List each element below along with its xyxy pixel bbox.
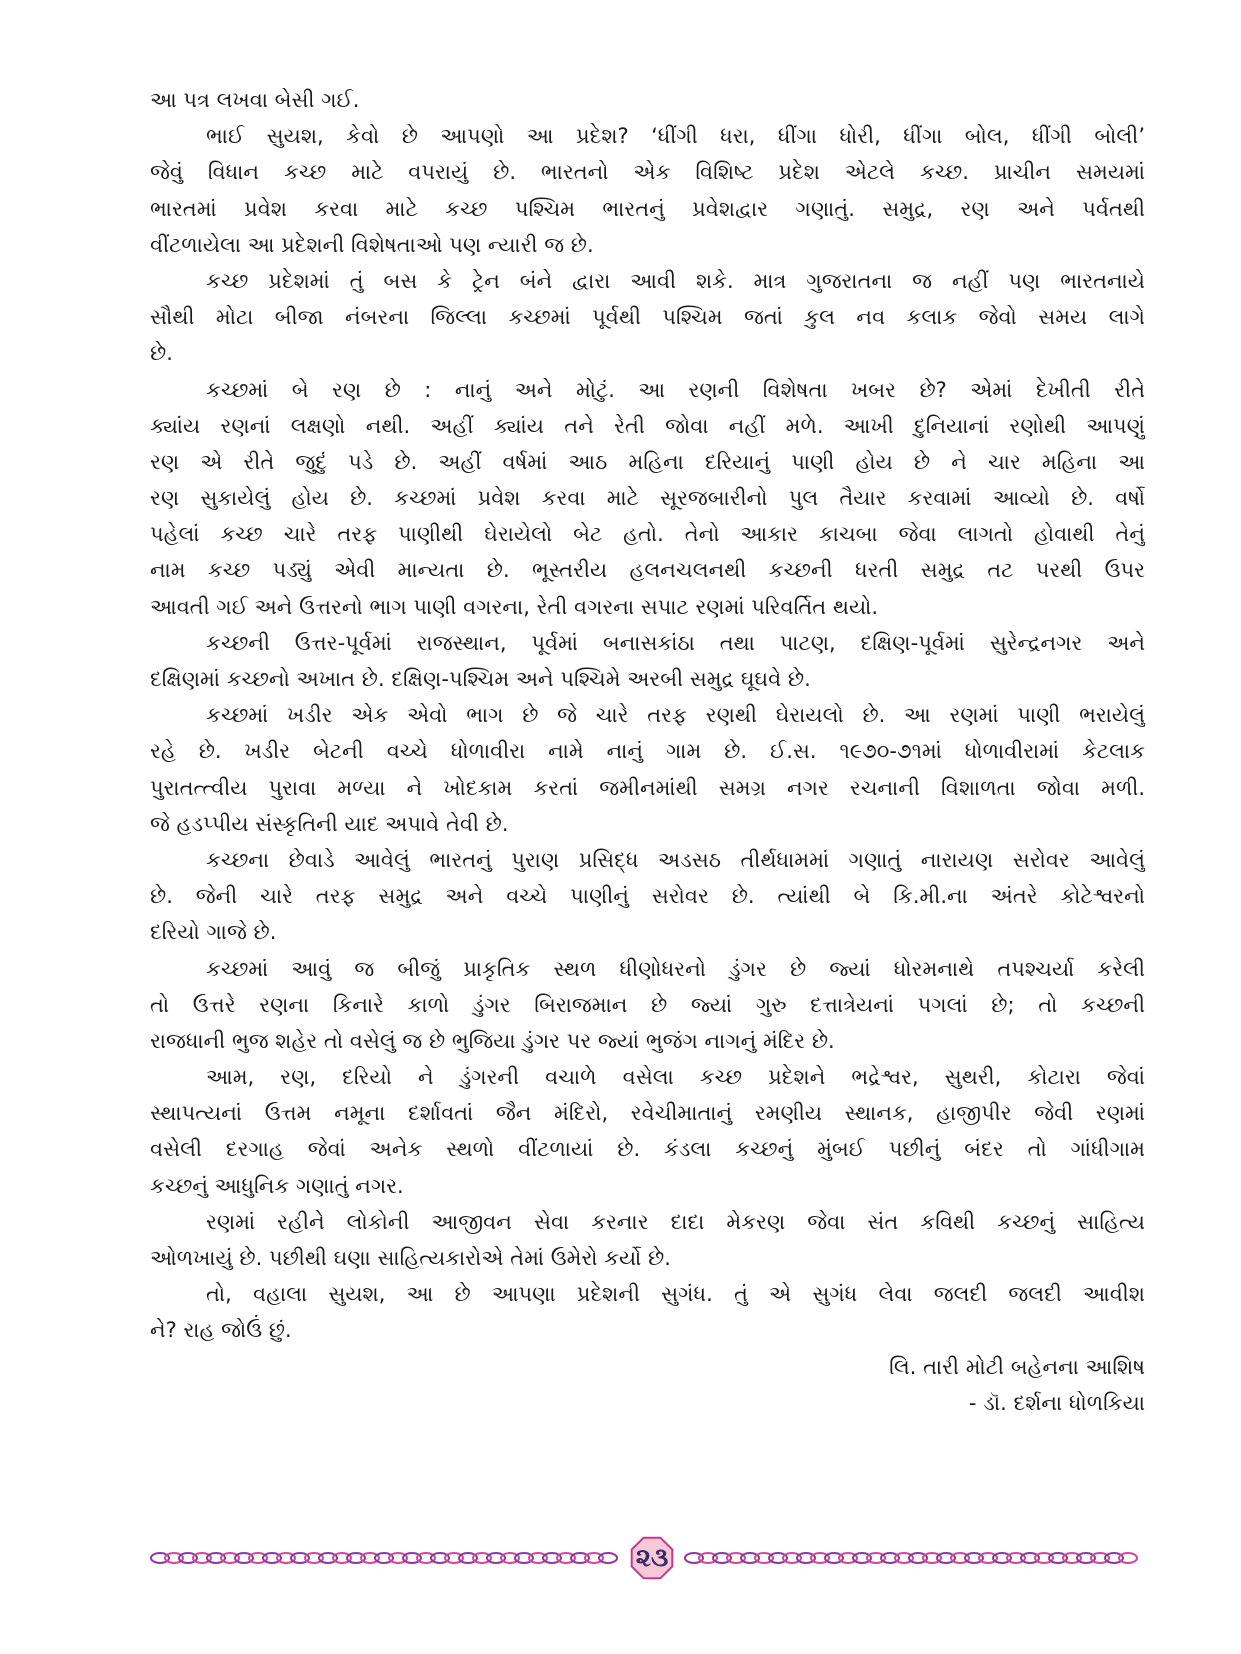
signature-line: લિ. તારી મોટી બહેનના આશિષ [889, 1354, 1145, 1379]
text-line: રાજધાની ભુજ શહેર તો વસેલું જ છે ભુજિયા ડુંગર પર જ્યાં ભુજંગ નાગનું મંદિર છે. [150, 1028, 835, 1053]
text-line: કચ્છનું આધુનિક ગણાતું નગર. [150, 1173, 404, 1198]
page-number: ૨૩ [635, 1543, 669, 1573]
text-line: ઓળખાયું છે. પછીથી ઘણા સાહિત્યકારોએ તેમાં ઉમેરો કર્યો છે. [150, 1246, 671, 1270]
paragraph-start-line: કચ્છમાં ખડીર એક એવો ભાગ છે જે ચારે તરફ રણથી ઘેરાયલો છે. આ રણમાં પાણી ભરાયેલું [206, 703, 1145, 728]
paragraph-start-line: આમ, રણ, દરિયો ને ડુંગરની વચાળે વસેલા કચ્છ પ્રદેશને ભદ્રેશ્વર, સુથરી, કોટારા જેવાં [206, 1065, 1145, 1090]
text-line: રણ એ રીતે જુદું પડે છે. અહીં વર્ષમાં આઠ મહિના દરિયાનું પાણી હોય છે ને ચાર મહિના આ [150, 449, 1145, 474]
text-line: છે. જેની ચારે તરફ સમુદ્ર અને વચ્ચે પાણીનું સરોવર છે. ત્યાંથી બે કિ.મી.ના અંતરે કોટેશ્વરનો [150, 884, 1145, 909]
paragraph-start-line: કચ્છની ઉત્તર-પૂર્વમાં રાજસ્થાન, પૂર્વમાં બનાસકાંઠા તથા પાટણ, દક્ષિણ-પૂર્વમાં સુરેન્દ્રનગર અને [206, 630, 1145, 655]
paragraph-start-line: કચ્છના છેવાડે આવેલું ભારતનું પુરાણ પ્રસિદ્ધ અડસઠ તીર્થધામમાં ગણાતું નારાયણ સરોવર આવેલું [206, 847, 1145, 872]
text-line: નામ કચ્છ પડ્યું એવી માન્યતા છે. ભૂસ્તરીય હલનચલનથી કચ્છની ધરતી સમુદ્ર તટ પરથી ઉપર [150, 558, 1145, 583]
text-line: આવતી ગઈ અને ઉત્તરનો ભાગ પાણી વગરના, રેતી વગરના સપાટ રણમાં પરિવર્તિત થયો. [150, 594, 879, 619]
text-line: તો ઉત્તરે રણના કિનારે કાળો ડુંગર બિરાજમાન છે જ્યાં ગુરુ દત્તાત્રેયનાં પગલાં છે; તો કચ્છની [150, 992, 1145, 1017]
author-name: - ડૉ. દર્શના ધોળકિયા [968, 1390, 1145, 1415]
text-line: સૌથી મોટા બીજા નંબરના જિલ્લા કચ્છમાં પૂર્વથી પશ્ચિમ જતાં કુલ નવ કલાક જેવો સમય લાગે [150, 305, 1145, 330]
text-line: દરિયો ગાજે છે. [150, 920, 277, 945]
paragraph-start-line: ભાઈ સુયશ, કેવો છે આપણો આ પ્રદેશ? ‘ધીંગી ધરા, ધીંગા ધોરી, ધીંગા બોલ, ધીંગી બોલી’ [206, 124, 1145, 149]
text-line: છે. [150, 341, 173, 366]
text-line: દક્ષિણમાં કચ્છનો અખાત છે. દક્ષિણ-પશ્ચિમ અને પશ્ચિમે અરબી સમુદ્ર ઘૂઘવે છે. [150, 667, 811, 691]
text-line: પુરાતત્ત્વીય પુરાવા મળ્યા ને ખોદકામ કરતાં જમીનમાંથી સમગ્ર નગર રચનાની વિશાળતા જોવા મળી. [150, 775, 1145, 800]
text-line: પહેલાં કચ્છ ચારે તરફ પાણીથી ઘેરાયેલો બેટ હતો. તેનો આકાર કાચબા જેવા લાગતો હોવાથી તેનું [150, 522, 1145, 547]
paragraph-start-line: કચ્છ પ્રદેશમાં તું બસ કે ટ્રેન બંને દ્વારા આવી શકે. માત્ર ગુજરાતના જ નહીં પણ ભારતનાયે [206, 268, 1145, 293]
text-line: જેવું વિધાન કચ્છ માટે વપરાયું છે. ભારતનો એક વિશિષ્ટ પ્રદેશ એટલે કચ્છ. પ્રાચીન સમયમાં [150, 160, 1145, 185]
text-line: ને? રાહ જોઉં છું. [150, 1318, 292, 1343]
text-line: જે હડપ્પીય સંસ્કૃતિની યાદ અપાવે તેવી છે. [150, 811, 509, 836]
chain-link [599, 1553, 617, 1563]
text-line: રણ સુકાયેલું હોય છે. કચ્છમાં પ્રવેશ કરવા માટે સૂરજબારીનો પુલ તૈયાર કરવામાં આવ્યો છે. વર્ષો [150, 486, 1145, 511]
chain-link [1119, 1553, 1137, 1563]
paragraph-start-line: કચ્છમાં બે રણ છે : નાનું અને મોટું. આ રણની વિશેષતા ખબર છે? એમાં દેખીતી રીતે [206, 377, 1145, 402]
letter-body [150, 82, 1145, 1421]
paragraph-start-line: તો, વહાલા સુયશ, આ છે આપણા પ્રદેશની સુગંધ. તું એ સુગંધ લેવા જલદી જલદી આવીશ [206, 1282, 1145, 1307]
text-line: ભારતમાં પ્રવેશ કરવા માટે કચ્છ પશ્ચિમ ભારતનું પ્રવેશદ્વાર ગણાતું. સમુદ્ર, રણ અને પર્વતથી [150, 196, 1145, 221]
text-line: સ્થાપત્યનાં ઉત્તમ નમૂના દર્શાવતાં જૈન મંદિરો, રવેચીમાતાનું રમણીય સ્થાનક, હાજીપીર જેવી રણમાં [150, 1101, 1145, 1126]
page-footer [150, 1535, 1145, 1581]
paragraph-start-line: કચ્છમાં આવું જ બીજું પ્રાકૃતિક સ્થળ ધીણોધરનો ડુંગર છે જ્યાં ધોરમનાથે તપશ્ચર્યા કરેલી [206, 956, 1145, 981]
text-line: વસેલી દરગાહ જેવાં અનેક સ્થળો વીંટળાયાં છે. કંડલા કચ્છનું મુંબઈ પછીનું બંદર તો ગાંધીગામ [150, 1137, 1145, 1162]
paragraph-start-line: રણમાં રહીને લોકોની આજીવન સેવા કરનાર દાદા મેકરણ જેવા સંત કવિથી કચ્છનું સાહિત્ય [206, 1209, 1145, 1234]
text-line: વીંટળાયેલા આ પ્રદેશની વિશેષતાઓ પણ ન્યારી જ છે. [150, 232, 594, 257]
text-line: રહે છે. ખડીર બેટની વચ્ચે ધોળાવીરા નામે નાનું ગામ છે. ઈ.સ. ૧૯૭૦-૭૧માં ધોળાવીરામાં કેટલાક [150, 739, 1145, 764]
text-line: આ પત્ર લખવા બેસી ગઈ. [150, 88, 360, 112]
text-line: ક્યાંય રણનાં લક્ષણો નથી. અહીં ક્યાંય તને રેતી જોવા નહીં મળે. આખી દુનિયાનાં રણોથી આપણું [150, 413, 1145, 438]
